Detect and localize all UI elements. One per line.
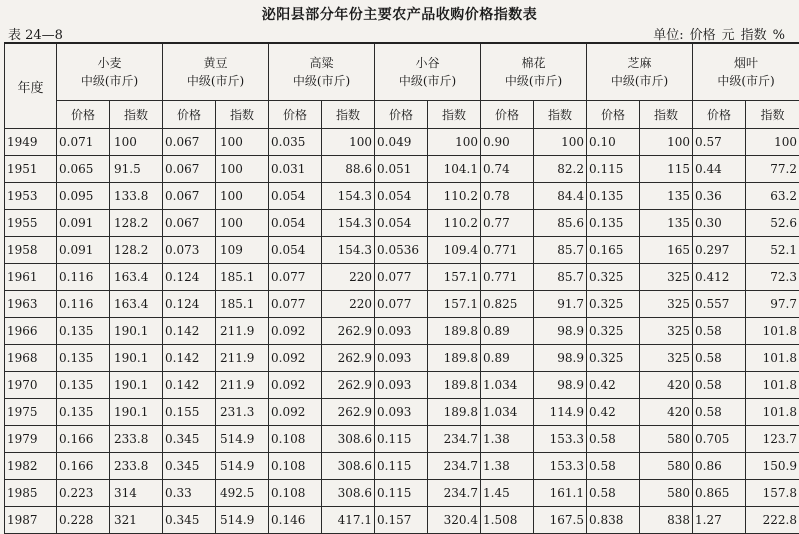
table-row	[5, 237, 799, 264]
index-cell: 262.9	[322, 345, 375, 372]
index-cell: 314	[110, 480, 163, 507]
index-cell: 82.2	[534, 156, 587, 183]
index-cell: 190.1	[110, 318, 163, 345]
index-cell: 100	[216, 129, 269, 156]
price-cell: 0.223	[57, 480, 110, 507]
index-cell: 157.1	[428, 264, 481, 291]
price-cell: 0.33	[163, 480, 216, 507]
price-cell: 0.067	[163, 129, 216, 156]
index-cell: 321	[110, 507, 163, 534]
index-cell: 157.1	[428, 291, 481, 318]
crop-grade: 中级(市斤)	[377, 72, 478, 90]
price-cell: 1.38	[481, 453, 534, 480]
index-cell: 85.7	[534, 237, 587, 264]
index-cell: 91.7	[534, 291, 587, 318]
price-subheader: 价格	[693, 101, 746, 129]
crop-header	[693, 43, 799, 101]
index-cell: 211.9	[216, 372, 269, 399]
price-cell: 0.838	[587, 507, 640, 534]
price-cell: 0.092	[269, 399, 322, 426]
crop-grade: 中级(市斤)	[589, 72, 690, 90]
index-cell: 100	[216, 156, 269, 183]
table-body	[5, 129, 799, 534]
price-cell: 0.073	[163, 237, 216, 264]
price-cell: 0.116	[57, 291, 110, 318]
price-cell: 0.115	[587, 156, 640, 183]
index-cell: 101.8	[746, 372, 799, 399]
price-cell: 0.067	[163, 156, 216, 183]
price-cell: 0.108	[269, 453, 322, 480]
price-cell: 0.412	[693, 264, 746, 291]
price-cell: 0.054	[269, 237, 322, 264]
table-row	[5, 129, 799, 156]
year-cell: 1963	[5, 291, 57, 318]
price-cell: 0.557	[693, 291, 746, 318]
price-cell: 1.034	[481, 399, 534, 426]
price-cell: 0.124	[163, 291, 216, 318]
index-cell: 420	[640, 399, 693, 426]
price-cell: 1.27	[693, 507, 746, 534]
price-cell: 0.135	[587, 210, 640, 237]
price-cell: 0.345	[163, 453, 216, 480]
crop-header	[163, 43, 269, 101]
index-cell: 325	[640, 264, 693, 291]
index-cell: 109.4	[428, 237, 481, 264]
index-subheader: 指数	[110, 101, 163, 129]
index-cell: 580	[640, 480, 693, 507]
price-cell: 0.054	[269, 183, 322, 210]
index-cell: 63.2	[746, 183, 799, 210]
price-cell: 0.092	[269, 318, 322, 345]
index-cell: 128.2	[110, 210, 163, 237]
price-cell: 0.115	[375, 426, 428, 453]
index-cell: 514.9	[216, 453, 269, 480]
crop-grade: 中级(市斤)	[483, 72, 584, 90]
index-cell: 234.7	[428, 453, 481, 480]
year-cell: 1982	[5, 453, 57, 480]
index-cell: 308.6	[322, 453, 375, 480]
index-cell: 189.8	[428, 372, 481, 399]
price-cell: 0.58	[587, 453, 640, 480]
price-cell: 0.095	[57, 183, 110, 210]
price-cell: 0.093	[375, 345, 428, 372]
index-cell: 220	[322, 291, 375, 318]
index-cell: 133.8	[110, 183, 163, 210]
year-cell: 1953	[5, 183, 57, 210]
index-subheader: 指数	[216, 101, 269, 129]
table-row	[5, 291, 799, 318]
index-cell: 85.7	[534, 264, 587, 291]
index-cell: 167.5	[534, 507, 587, 534]
price-cell: 0.115	[375, 453, 428, 480]
index-cell: 135	[640, 210, 693, 237]
price-cell: 0.345	[163, 426, 216, 453]
price-cell: 0.093	[375, 372, 428, 399]
price-cell: 0.58	[587, 426, 640, 453]
index-cell: 128.2	[110, 237, 163, 264]
crop-name: 小麦	[59, 54, 160, 72]
index-cell: 189.8	[428, 399, 481, 426]
price-cell: 0.135	[587, 183, 640, 210]
index-cell: 262.9	[322, 372, 375, 399]
crop-header	[57, 43, 163, 101]
unit-price-unit: 元	[722, 28, 735, 43]
index-cell: 150.9	[746, 453, 799, 480]
price-cell: 1.45	[481, 480, 534, 507]
price-cell: 0.077	[269, 264, 322, 291]
unit-price-label: 价格	[690, 28, 716, 43]
price-cell: 0.157	[375, 507, 428, 534]
price-cell: 0.166	[57, 453, 110, 480]
price-cell: 0.325	[587, 291, 640, 318]
price-subheader: 价格	[481, 101, 534, 129]
price-cell: 0.031	[269, 156, 322, 183]
index-cell: 84.4	[534, 183, 587, 210]
price-subheader: 价格	[269, 101, 322, 129]
index-cell: 320.4	[428, 507, 481, 534]
price-cell: 0.165	[587, 237, 640, 264]
year-cell: 1958	[5, 237, 57, 264]
header-row-crops	[5, 43, 799, 101]
price-cell: 0.36	[693, 183, 746, 210]
price-cell: 0.325	[587, 345, 640, 372]
price-cell: 0.78	[481, 183, 534, 210]
price-cell: 0.142	[163, 318, 216, 345]
price-cell: 1.034	[481, 372, 534, 399]
crop-grade: 中级(市斤)	[165, 72, 266, 90]
table-row	[5, 210, 799, 237]
price-cell: 0.58	[693, 318, 746, 345]
price-cell: 0.135	[57, 399, 110, 426]
price-subheader: 价格	[587, 101, 640, 129]
price-cell: 0.077	[375, 264, 428, 291]
crop-grade: 中级(市斤)	[59, 72, 160, 90]
price-cell: 0.135	[57, 372, 110, 399]
index-cell: 514.9	[216, 507, 269, 534]
table-row	[5, 399, 799, 426]
year-cell: 1985	[5, 480, 57, 507]
index-cell: 154.3	[322, 210, 375, 237]
price-cell: 0.58	[693, 372, 746, 399]
index-cell: 157.8	[746, 480, 799, 507]
index-cell: 98.9	[534, 318, 587, 345]
table-row	[5, 318, 799, 345]
index-cell: 104.1	[428, 156, 481, 183]
index-cell: 100	[110, 129, 163, 156]
price-cell: 0.146	[269, 507, 322, 534]
year-cell: 1951	[5, 156, 57, 183]
index-cell: 580	[640, 453, 693, 480]
price-cell: 0.049	[375, 129, 428, 156]
year-cell: 1961	[5, 264, 57, 291]
index-cell: 163.4	[110, 264, 163, 291]
index-cell: 100	[216, 210, 269, 237]
index-cell: 262.9	[322, 399, 375, 426]
price-cell: 0.90	[481, 129, 534, 156]
index-cell: 189.8	[428, 318, 481, 345]
price-cell: 0.035	[269, 129, 322, 156]
index-cell: 100	[322, 129, 375, 156]
crop-header	[481, 43, 587, 101]
price-cell: 0.054	[375, 210, 428, 237]
price-cell: 0.077	[269, 291, 322, 318]
price-cell: 0.093	[375, 399, 428, 426]
index-cell: 88.6	[322, 156, 375, 183]
index-subheader: 指数	[640, 101, 693, 129]
index-cell: 222.8	[746, 507, 799, 534]
price-cell: 0.142	[163, 372, 216, 399]
index-subheader: 指数	[428, 101, 481, 129]
index-cell: 100	[640, 129, 693, 156]
index-cell: 101.8	[746, 399, 799, 426]
price-cell: 0.44	[693, 156, 746, 183]
crop-grade: 中级(市斤)	[271, 72, 372, 90]
index-cell: 189.8	[428, 345, 481, 372]
price-cell: 0.297	[693, 237, 746, 264]
price-cell: 0.77	[481, 210, 534, 237]
unit-index-label: 指数	[741, 28, 767, 43]
price-cell: 0.10	[587, 129, 640, 156]
index-cell: 308.6	[322, 480, 375, 507]
price-cell: 0.705	[693, 426, 746, 453]
price-cell: 0.108	[269, 480, 322, 507]
price-cell: 1.508	[481, 507, 534, 534]
table-row	[5, 507, 799, 534]
price-cell: 0.58	[693, 399, 746, 426]
unit-index-unit: %	[773, 28, 785, 43]
price-subheader: 价格	[57, 101, 110, 129]
index-cell: 838	[640, 507, 693, 534]
index-cell: 308.6	[322, 426, 375, 453]
year-cell: 1955	[5, 210, 57, 237]
price-cell: 0.092	[269, 345, 322, 372]
price-cell: 0.135	[57, 345, 110, 372]
table-row	[5, 183, 799, 210]
index-cell: 100	[216, 183, 269, 210]
year-cell: 1975	[5, 399, 57, 426]
year-cell: 1979	[5, 426, 57, 453]
index-cell: 211.9	[216, 345, 269, 372]
index-cell: 233.8	[110, 453, 163, 480]
index-cell: 185.1	[216, 291, 269, 318]
index-cell: 325	[640, 345, 693, 372]
index-cell: 100	[428, 129, 481, 156]
index-cell: 98.9	[534, 372, 587, 399]
table-row	[5, 156, 799, 183]
index-cell: 100	[746, 129, 799, 156]
index-cell: 190.1	[110, 345, 163, 372]
index-subheader: 指数	[746, 101, 799, 129]
price-cell: 1.38	[481, 426, 534, 453]
index-subheader: 指数	[322, 101, 375, 129]
price-cell: 0.865	[693, 480, 746, 507]
index-cell: 190.1	[110, 372, 163, 399]
index-cell: 325	[640, 318, 693, 345]
price-cell: 0.054	[375, 183, 428, 210]
crop-name: 小谷	[377, 54, 478, 72]
price-cell: 0.228	[57, 507, 110, 534]
index-cell: 163.4	[110, 291, 163, 318]
index-cell: 234.7	[428, 426, 481, 453]
price-cell: 0.091	[57, 210, 110, 237]
index-cell: 135	[640, 183, 693, 210]
price-cell: 0.89	[481, 318, 534, 345]
index-cell: 417.1	[322, 507, 375, 534]
index-cell: 52.6	[746, 210, 799, 237]
crop-header	[269, 43, 375, 101]
price-cell: 0.42	[587, 399, 640, 426]
index-cell: 185.1	[216, 264, 269, 291]
price-cell: 0.42	[587, 372, 640, 399]
index-cell: 153.3	[534, 426, 587, 453]
table-number: 表 24—8	[8, 24, 63, 43]
price-cell: 0.115	[375, 480, 428, 507]
year-cell: 1970	[5, 372, 57, 399]
table-row	[5, 426, 799, 453]
price-cell: 0.57	[693, 129, 746, 156]
index-cell: 154.3	[322, 237, 375, 264]
unit-label: 单位:	[653, 28, 683, 43]
index-cell: 190.1	[110, 399, 163, 426]
index-cell: 52.1	[746, 237, 799, 264]
index-cell: 101.8	[746, 345, 799, 372]
price-cell: 0.771	[481, 237, 534, 264]
price-cell: 0.825	[481, 291, 534, 318]
price-cell: 0.051	[375, 156, 428, 183]
price-cell: 0.89	[481, 345, 534, 372]
price-cell: 0.345	[163, 507, 216, 534]
price-cell: 0.0536	[375, 237, 428, 264]
index-cell: 580	[640, 426, 693, 453]
price-cell: 0.86	[693, 453, 746, 480]
index-cell: 165	[640, 237, 693, 264]
index-cell: 110.2	[428, 183, 481, 210]
crop-grade: 中级(市斤)	[695, 72, 797, 90]
index-cell: 72.3	[746, 264, 799, 291]
price-cell: 0.054	[269, 210, 322, 237]
price-cell: 0.30	[693, 210, 746, 237]
table-title: 泌阳县部分年份主要农产品收购价格指数表	[0, 4, 799, 24]
index-cell: 98.9	[534, 345, 587, 372]
price-cell: 0.077	[375, 291, 428, 318]
price-cell: 0.071	[57, 129, 110, 156]
index-cell: 100	[534, 129, 587, 156]
index-cell: 114.9	[534, 399, 587, 426]
crop-name: 烟叶	[695, 54, 797, 72]
price-cell: 0.58	[587, 480, 640, 507]
index-cell: 91.5	[110, 156, 163, 183]
index-cell: 231.3	[216, 399, 269, 426]
crop-name: 芝麻	[589, 54, 690, 72]
index-cell: 420	[640, 372, 693, 399]
price-cell: 0.142	[163, 345, 216, 372]
price-cell: 0.135	[57, 318, 110, 345]
index-cell: 220	[322, 264, 375, 291]
price-cell: 0.065	[57, 156, 110, 183]
index-cell: 161.1	[534, 480, 587, 507]
index-cell: 109	[216, 237, 269, 264]
price-cell: 0.116	[57, 264, 110, 291]
price-cell: 0.325	[587, 264, 640, 291]
table-row	[5, 372, 799, 399]
price-cell: 0.124	[163, 264, 216, 291]
index-cell: 233.8	[110, 426, 163, 453]
price-cell: 0.091	[57, 237, 110, 264]
price-cell: 0.58	[693, 345, 746, 372]
index-cell: 115	[640, 156, 693, 183]
price-cell: 0.74	[481, 156, 534, 183]
price-cell: 0.093	[375, 318, 428, 345]
price-cell: 0.155	[163, 399, 216, 426]
index-cell: 262.9	[322, 318, 375, 345]
index-cell: 101.8	[746, 318, 799, 345]
index-cell: 514.9	[216, 426, 269, 453]
year-cell: 1968	[5, 345, 57, 372]
index-cell: 211.9	[216, 318, 269, 345]
index-cell: 234.7	[428, 480, 481, 507]
year-cell: 1949	[5, 129, 57, 156]
index-cell: 85.6	[534, 210, 587, 237]
index-cell: 492.5	[216, 480, 269, 507]
index-cell: 325	[640, 291, 693, 318]
index-cell: 77.2	[746, 156, 799, 183]
price-cell: 0.108	[269, 426, 322, 453]
crop-name: 棉花	[483, 54, 584, 72]
price-cell: 0.092	[269, 372, 322, 399]
index-cell: 97.7	[746, 291, 799, 318]
index-cell: 153.3	[534, 453, 587, 480]
unit-line	[647, 24, 785, 43]
price-cell: 0.771	[481, 264, 534, 291]
price-cell: 0.067	[163, 183, 216, 210]
table-row	[5, 264, 799, 291]
price-subheader: 价格	[163, 101, 216, 129]
year-cell: 1987	[5, 507, 57, 534]
index-cell: 123.7	[746, 426, 799, 453]
year-cell: 1966	[5, 318, 57, 345]
crop-name: 黄豆	[165, 54, 266, 72]
table-row	[5, 345, 799, 372]
header-row-fields	[5, 101, 799, 129]
index-cell: 154.3	[322, 183, 375, 210]
price-cell: 0.067	[163, 210, 216, 237]
crop-header	[587, 43, 693, 101]
year-header: 年度	[5, 43, 57, 129]
price-cell: 0.166	[57, 426, 110, 453]
table-row	[5, 480, 799, 507]
index-cell: 110.2	[428, 210, 481, 237]
price-cell: 0.325	[587, 318, 640, 345]
crop-header	[375, 43, 481, 101]
price-index-table	[4, 42, 799, 534]
price-subheader: 价格	[375, 101, 428, 129]
table-row	[5, 453, 799, 480]
index-subheader: 指数	[534, 101, 587, 129]
crop-name: 高粱	[271, 54, 372, 72]
